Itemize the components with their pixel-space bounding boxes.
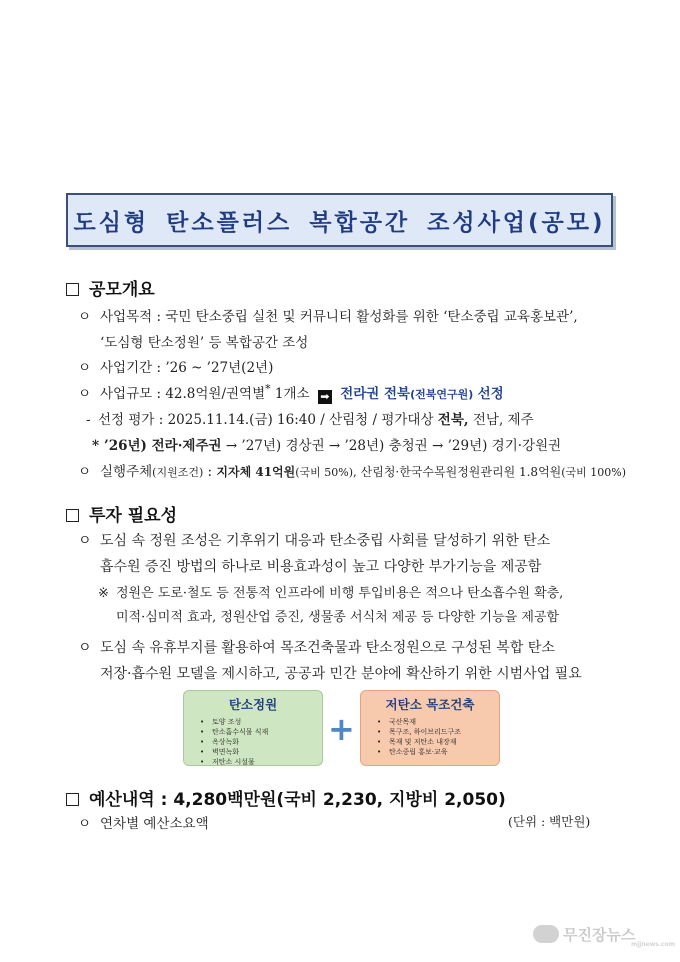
- overview-scale: ㅇ 사업규모 : 42.8억원/권역별* 1개소 ➡ 전라권 전북(전북연구원) 선정: [78, 382, 504, 403]
- necessity-paragraph-2-cont: 저장·흡수원 모델을 제시하고, 공공과 민간 분야에 확산하기 위한 시범사업 필요: [100, 666, 582, 682]
- section-checkbox-icon: [66, 793, 79, 806]
- document-title-box: [66, 193, 613, 247]
- budget-unit: (단위 : 백만원): [508, 814, 591, 829]
- overview-purpose: ㅇ 사업목적 : 국민 탄소중립 실천 및 커뮤니티 활성화를 위한 ‘탄소중립 교육홍보관’,: [78, 309, 578, 325]
- overview-evaluation: - 선정 평가 : 2025.11.14.(금) 16:40 / 산림청 / 평가대상 전북, 전남, 제주: [86, 412, 534, 428]
- watermark-logo-icon: [533, 925, 559, 943]
- list-item: • 토양 조성: [200, 717, 322, 727]
- document-title: 도심형 탄소플러스 복합공간 조성사업(공모): [73, 209, 606, 236]
- list-item: • 벽면녹화: [200, 747, 322, 757]
- low-carbon-timber-list: [361, 717, 499, 757]
- low-carbon-timber-card: [360, 690, 500, 766]
- overview-period: ㅇ 사업기간 : ’26 ~ ’27년(2년): [78, 360, 274, 376]
- list-item: • 저탄소 시설물: [200, 757, 322, 767]
- section-heading-overview: 공모개요: [66, 275, 155, 300]
- necessity-paragraph-1: ㅇ 도심 속 정원 조성은 기후위기 대응과 탄소중립 사회를 달성하기 위한 탄소: [78, 533, 551, 549]
- carbon-garden-title: 탄소정원: [228, 697, 278, 712]
- carbon-garden-card: [183, 690, 323, 766]
- list-item: • 목구조, 하이브리드구조: [377, 727, 499, 737]
- plus-icon: +: [328, 710, 355, 748]
- watermark: 무진장뉴스 mjjnews.com: [533, 924, 635, 945]
- section-checkbox-icon: [66, 509, 79, 522]
- list-item: • 탄소흡수식물 식재: [200, 727, 322, 737]
- section-heading-budget: 예산내역 : 4,280백만원(국비 2,230, 지방비 2,050): [66, 785, 506, 810]
- necessity-note-cont: 미적·심미적 효과, 정원산업 증진, 생물종 서식처 제공 등 다양한 기능을 제공함: [116, 610, 560, 625]
- arrow-right-icon: ➡: [318, 390, 332, 404]
- necessity-note: ※ 정원은 도로·철도 등 전통적 인프라에 비행 투입비용은 적으나 탄소흡수원 확충,: [98, 586, 564, 601]
- carbon-garden-list: [184, 717, 322, 767]
- list-item: • 국산목재: [377, 717, 499, 727]
- list-item: • 탄소중립 홍보·교육: [377, 747, 499, 757]
- necessity-paragraph-2: ㅇ 도심 속 유휴부지를 활용하여 목조건축물과 탄소정원으로 구성된 복합 탄소: [78, 640, 555, 656]
- low-carbon-timber-title: 저탄소 목조건축: [385, 697, 475, 712]
- budget-item: ㅇ 연차별 예산소요액: [78, 816, 209, 832]
- overview-executor: ㅇ 실행주체(지원조건) : 지자체 41억원(국비 50%), 산림청·한국수목원정원관리원 1.8억원(국비 100%): [78, 464, 627, 480]
- overview-schedule: * ’26년) 전라·제주권 → ’27년) 경상권 → ’28년) 충청권 → ’29년) 경기·강원권: [92, 438, 562, 454]
- overview-purpose-cont: ‘도심형 탄소정원’ 등 복합공간 조성: [100, 335, 309, 351]
- section-checkbox-icon: [66, 283, 79, 296]
- list-item: • 목재 및 저탄소 내장재: [377, 737, 499, 747]
- list-item: • 옥상녹화: [200, 737, 322, 747]
- section-heading-necessity: 투자 필요성: [66, 501, 177, 526]
- selected-region: 전라권 전북: [340, 386, 411, 402]
- necessity-paragraph-1-cont: 흡수원 증진 방법의 하나로 비용효과성이 높고 다양한 부가기능을 제공함: [100, 559, 542, 575]
